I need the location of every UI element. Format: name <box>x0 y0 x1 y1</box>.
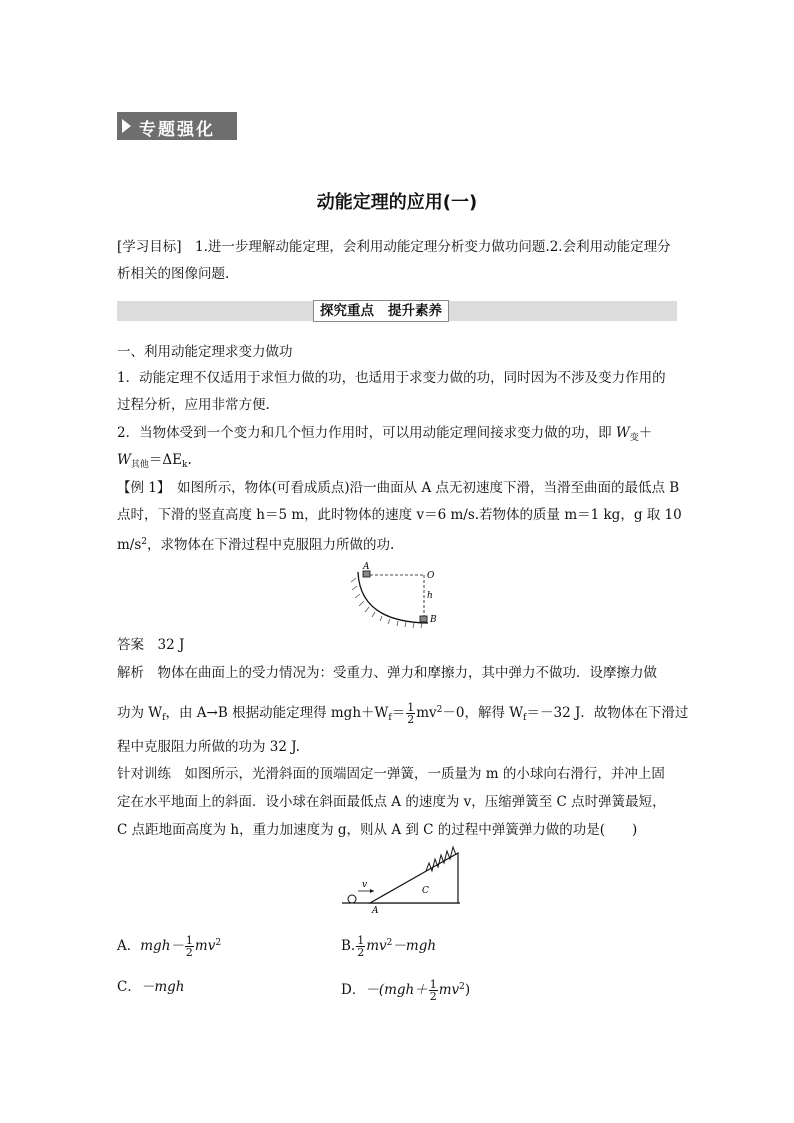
goal-line-2: 析相关的图像问题. <box>117 266 230 282</box>
label-a2: A <box>372 906 379 915</box>
answer: 答案 32 J <box>117 637 185 653</box>
label-v: v <box>362 880 368 890</box>
incline-spring-figure <box>340 845 470 915</box>
arrow-head-icon <box>370 889 374 893</box>
label-o: O <box>427 571 435 581</box>
option-a[interactable]: A．mgh－ $\frac{1}{2}$ $mv^2$ <box>117 934 222 959</box>
section-bar <box>117 301 677 321</box>
example1-line-3: $m/s^2$，求物体在下滑过程中克服阻力所做的功. <box>117 537 395 553</box>
option-b[interactable]: B. $\frac{1}{2}$ $mv^2-mgh$ <box>341 934 437 959</box>
fraction-half: $\frac{1}{2}$ <box>407 701 415 726</box>
section-bar-right: 提升素养 <box>388 303 442 319</box>
curved-surface <box>358 572 428 623</box>
example1-line-2: 点时，下滑的竖直高度 h＝5 m，此时物体的速度 v＝6 m/s.若物体的质量 m＝1 kg，g 取 10 <box>117 507 682 523</box>
practice-line-1: 针对训练 如图所示，光滑斜面的顶端固定一弹簧，一质量为 m 的小球向右滑行，并冲上固 <box>117 766 665 782</box>
option-c[interactable]: C．－mgh <box>117 979 185 995</box>
label-a: A <box>363 562 370 572</box>
label-c: C <box>422 886 429 896</box>
example1-line-1: 【例 1】 如图所示，物体(可看成质点)沿一曲面从 A 点无初速度下滑，当滑至曲面的最低点 B <box>117 480 680 496</box>
banner-label: 专题强化 <box>139 120 215 140</box>
ball <box>348 895 356 903</box>
curved-surface-figure <box>350 560 450 632</box>
section-bar-left: 探究重点 <box>320 303 374 319</box>
practice-line-3: C 点距地面高度为 h，重力加速度为 g，则从 A 到 C 的过程中弹簧弹力做的功是( ) <box>117 822 638 838</box>
option-d[interactable]: D．－(mgh＋ $\frac{1}{2}$ $mv^2$) <box>341 978 471 1003</box>
practice-line-2: 定在水平地面上的斜面．设小球在斜面最低点 A 的速度为 v，压缩弹簧至 C 点时弹簧最短， <box>117 794 666 810</box>
page-title: 动能定理的应用(一) <box>316 192 478 213</box>
section-bar-label <box>313 300 449 322</box>
analysis-line-3: 程中克服阻力所做的功为 32 J. <box>117 739 300 755</box>
point1-line-1: 1．动能定理不仅适用于求恒力做的功，也适用于求变力做的功，同时因为不涉及变力作用的 <box>117 370 666 386</box>
point2-line-1: 2．当物体受到一个变力和几个恒力作用时，可以用动能定理间接求变力做的功，即 $W_变+$ <box>117 425 653 443</box>
curve-hatching <box>351 578 422 628</box>
heading-1: 一、利用动能定理求变力做功 <box>117 344 293 360</box>
analysis-line-2: 功为 $W_f$，由 A→B 根据动能定理得 $mgh+W_f=$ $\frac{1}{2}$ $mv^2-0$，解得 $W_f=-32$ J．故物体在下滑过 <box>117 701 689 726</box>
section-banner <box>117 112 237 140</box>
point1-line-2: 过程分析，应用非常方便. <box>117 397 270 413</box>
point2-line-2: $W_{其他}=\Delta E_k$. <box>117 452 192 470</box>
analysis-line-1: 解析 物体在曲面上的受力情况为：受重力、弹力和摩擦力，其中弹力不做功．设摩擦力做 <box>117 665 657 681</box>
label-h: h <box>427 591 433 601</box>
triangle-icon <box>122 119 131 133</box>
label-b: B <box>430 615 437 625</box>
block-at-b <box>420 616 427 622</box>
goal-line-1: [学习目标] 1.进一步理解动能定理，会利用动能定理分析变力做功问题.2.会利用动能定理分 <box>117 239 671 255</box>
